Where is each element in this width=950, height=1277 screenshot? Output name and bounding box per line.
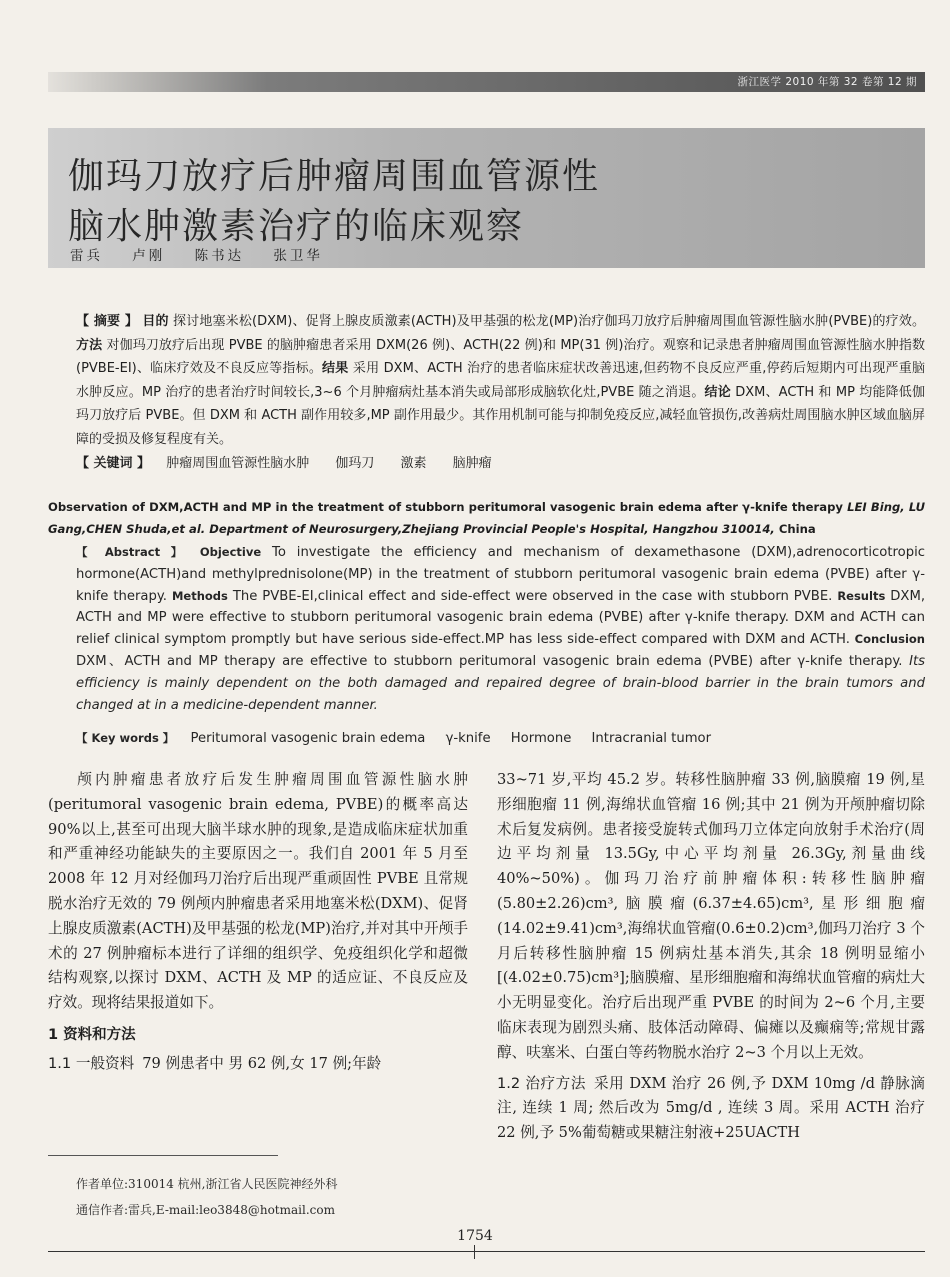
abstract-label: 【 Abstract 】: [76, 545, 189, 559]
section-heading: 1 资料和方法: [48, 1026, 136, 1043]
methods-text: The PVBE-EI,clinical effect and side-effect were observed in the case with stubborn PVBE.: [232, 588, 833, 604]
journal-issue-label: 浙江医学 2010 年第 32 卷第 12 期: [737, 76, 917, 88]
english-country: China: [778, 522, 816, 536]
english-abstract: [48, 542, 925, 716]
keyword: Intracranial tumor: [591, 731, 712, 746]
results-label: 结果: [322, 361, 349, 377]
conclusion-label: Conclusion: [854, 632, 925, 647]
body-column-left: [48, 768, 468, 1077]
english-title-block: [48, 496, 925, 540]
english-authors: LEI Bing, LU Gang,CHEN Shuda,et al.: [48, 500, 925, 536]
results-label: Results: [837, 588, 886, 603]
objective-label: Objective: [199, 545, 262, 559]
english-title: Observation of DXM,ACTH and MP in the treatment of stubborn peritumoral vasogenic brain edema after γ-knife therapy: [48, 500, 843, 514]
footnote-divider: [48, 1155, 278, 1156]
keyword: Hormone: [510, 731, 572, 746]
keyword: 激素: [400, 456, 427, 471]
keywords-label: 【 Key words 】: [76, 731, 175, 745]
running-header: [48, 72, 925, 92]
conclusion-text: DXM、ACTH 和 MP 均能降低伽玛刀放疗后 PVBE。但 DXM 和 ACTH 副作用较多,MP 副作用最少。其作用机制可能与抑制免疫反应,减轻血管损伤,改善病灶周围脑水肿区域血脑屏障的受损及修复程度有关。: [76, 384, 925, 447]
subsection-heading: 1.2 治疗方法: [497, 1074, 586, 1092]
results-text: 采用 DXM、ACTH 治疗的患者临床症状改善迅速,但药物不良反应严重,停药后短期内可出现严重脑水肿反应。MP 治疗的患者治疗时间较长,3~6 个月肿瘤病灶基本消失或局部形成脑软化灶,PVBE 随之消退。: [76, 361, 925, 400]
correspondence: 通信作者:雷兵,E-mail:leo3848@hotmail.com: [76, 1203, 335, 1217]
chinese-abstract: [48, 310, 925, 452]
keyword: 伽玛刀: [335, 456, 375, 471]
article-title-line-2: 脑水肿激素治疗的临床观察: [68, 206, 525, 247]
author: 陈书达: [194, 248, 245, 264]
abstract-label: 【 摘要 】: [76, 314, 139, 329]
author: 卢刚: [132, 248, 166, 264]
subsection-paragraph: [497, 1072, 925, 1146]
author: 雷兵: [70, 248, 103, 264]
methods-label: Methods: [171, 588, 228, 603]
chinese-keywords: [76, 452, 925, 471]
author-affiliation: 作者单位:310014 杭州,浙江省人民医院神经外科: [76, 1177, 338, 1191]
page-number: 1754: [457, 1228, 493, 1244]
subsection-paragraph: [48, 1052, 468, 1077]
conclusion-label: 结论: [704, 384, 731, 400]
body-paragraph: 33~71 岁,平均 45.2 岁。转移性脑肿瘤 33 例,脑膜瘤 19 例,星形细胞瘤 11 例,海绵状血管瘤 16 例;其中 21 例为开颅肿瘤切除术后复发病例。患者接受旋转式伽玛刀立体定向放射手术治疗(周边平均剂量 13.5Gy,中心平均剂量 26.3Gy,剂量曲线 40%~50%)。伽玛刀治疗前肿瘤体积:转移性脑肿瘤(5.80±2.26)cm³,脑膜瘤(6.37±4.65)cm³,星形细胞瘤(14.02±9.41)cm³,海绵状血管瘤(0.6±0.2)cm³,伽玛刀治疗 3 个月后转移性脑肿瘤 15 例病灶基本消失,其余 18 例明显缩小[(4.02±0.75)cm³];脑膜瘤、星形细胞瘤和海绵状血管瘤的病灶大小无明显变化。治疗后出现严重 PVBE 的时间为 2~6 个月,主要临床表现为剧烈头痛、肢体活动障碍、偏瘫以及癫痫等;常规甘露醇、呋塞米、白蛋白等药物脱水治疗 2~3 个月以上无效。: [497, 771, 925, 1061]
article-title-line-1: 伽玛刀放疗后肿瘤周围血管源性: [68, 156, 601, 197]
english-affiliation: Department of Neurosurgery,Zhejiang Provincial People's Hospital, Hangzhou 310014,: [209, 522, 775, 536]
subsection-text: 采用 DXM 治疗 26 例,予 DXM 10mg /d 静脉滴注, 连续 1 周; 然后改为 5mg/d , 连续 3 周。采用 ACTH 治疗 22 例,予 5%葡萄糖或果糖注射液+25UACTH: [497, 1074, 925, 1142]
objective-text: 探讨地塞米松(DXM)、促肾上腺皮质激素(ACTH)及甲基强的松龙(MP)治疗伽玛刀放疗后肿瘤周围血管源性脑水肿(PVBE)的疗效。: [173, 314, 926, 329]
keyword: 脑肿瘤: [452, 456, 492, 471]
subsection-heading: 1.1 一般资料: [48, 1054, 135, 1072]
keyword: Peritumoral vasogenic brain edema: [190, 731, 426, 746]
methods-text: 对伽玛刀放疗后出现 PVBE 的脑肿瘤患者采用 DXM(26 例)、ACTH(22 例)和 MP(31 例)治疗。观察和记录患者肿瘤周围血管源性脑水肿指数(PVBE-EI)、临床疗效及不良反应等指标。: [76, 337, 925, 377]
subsection-text: 79 例患者中 男 62 例,女 17 例;年龄: [142, 1054, 382, 1072]
body-column-right: [497, 768, 925, 1146]
author-list: [70, 244, 345, 264]
objective-text: To investigate the efficiency and mechanism of dexamethasone (DXM),adrenocorticotropic hormone(ACTH)and methylprednisolone(MP) in the treatment of stubborn peritumoral vasogenic brain edema (PVBE) after γ-knife therapy.: [76, 545, 925, 604]
english-keywords: [76, 730, 925, 746]
author: 张卫华: [273, 248, 323, 264]
keywords-label: 【 关键词 】: [76, 456, 151, 471]
intro-paragraph: 颅内肿瘤患者放疗后发生肿瘤周围血管源性脑水肿(peritumoral vasogenic brain edema, PVBE)的概率高达 90%以上,甚至可出现大脑半球水肿的现象,是造成临床症状加重和严重神经功能缺失的主要原因之一。我们自 2001 年 5 月至 2008 年 12 月对经伽玛刀治疗后出现严重顽固性 PVBE 且常规脱水治疗无效的 79 例颅内肿瘤患者采用地塞米松(DXM)、促肾上腺皮质激素(ACTH)及甲基强的松龙(MP)治疗,并对其中开颅手术的 27 例肿瘤标本进行了详细的组织学、免疫组织化学和超微结构观察,以探讨 DXM、ACTH 及 MP 的适应证、不良反应及疗效。现将结果报道如下。: [48, 771, 468, 1012]
results-text: DXM, ACTH and MP were effective to stubborn peritumoral vasogenic brain edema (PVBE) after γ-knife therapy. DXM and ACTH can relief clinical symptom promptly but have serious side-effect.MP has less side-effect compared with DXM and ACTH.: [76, 588, 926, 648]
keyword: 肿瘤周围血管源性脑水肿: [166, 456, 310, 471]
objective-label: 目的: [142, 314, 169, 329]
keyword: γ-knife: [445, 731, 491, 746]
bottom-tick: [474, 1245, 475, 1259]
methods-label: 方法: [76, 337, 103, 353]
bottom-rule: [48, 1251, 925, 1252]
conclusion-text: DXM、ACTH and MP therapy are effective to stubborn peritumoral vasogenic brain edema (PVBE) after γ-knife therapy.: [76, 653, 903, 669]
conclusion-text-italic: Its efficiency is mainly dependent on the both damaged and repaired degree of brain-blood barrier in the brain tumors and changed at in a medicine-dependent manner.: [76, 653, 925, 713]
footnote: [76, 1171, 476, 1223]
